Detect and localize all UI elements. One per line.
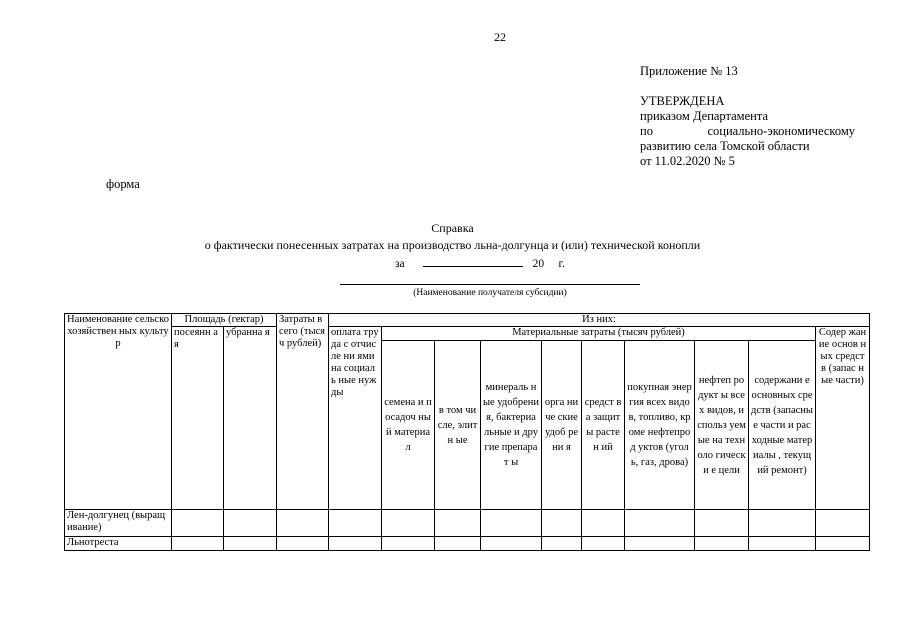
header-of-which: Из них: bbox=[329, 314, 870, 327]
row-crop: Лен-долгунец (выращивание) bbox=[65, 510, 172, 537]
appendix-number: Приложение № 13 bbox=[640, 64, 738, 78]
table-cell[interactable] bbox=[435, 537, 481, 551]
header-energy: покупная энергия всех видов, топливо, кроме нефтепрод уктов (уголь, газ, дрова) bbox=[625, 341, 695, 510]
approval-line-2-a: по bbox=[640, 124, 653, 138]
header-seeds: семена и посадоч ный материа л bbox=[382, 341, 435, 510]
form-label: форма bbox=[106, 177, 140, 191]
header-plant-protection: средст ва защит ы растен ий bbox=[582, 341, 625, 510]
table-cell[interactable] bbox=[625, 510, 695, 537]
table-cell[interactable] bbox=[329, 537, 382, 551]
header-fertilizers: минераль ные удобрени я, бактериа льные и другие препарат ы bbox=[481, 341, 542, 510]
period-blank[interactable] bbox=[423, 256, 523, 267]
header-row-1 bbox=[65, 314, 870, 327]
table-cell[interactable] bbox=[382, 510, 435, 537]
header-area-harvested: убранна я bbox=[224, 327, 277, 510]
page-number: 22 bbox=[494, 30, 506, 44]
period-za: за bbox=[395, 258, 405, 270]
table-cell[interactable] bbox=[542, 537, 582, 551]
header-labor: оплата труда с отчисле ни ями на социаль ные нужды bbox=[329, 327, 382, 510]
header-maintenance: Содер жание основ ных средст в (запас ные части) bbox=[816, 327, 870, 510]
approval-line-1: приказом Департамента bbox=[640, 109, 768, 123]
table-cell[interactable] bbox=[582, 510, 625, 537]
approval-line-2 bbox=[640, 124, 855, 139]
table-cell[interactable] bbox=[542, 510, 582, 537]
header-fixed-assets: содержани е основных средств (запасные части и расходные материалы , текущий ремонт) bbox=[749, 341, 816, 510]
table-cell[interactable] bbox=[625, 537, 695, 551]
table-cell[interactable] bbox=[749, 510, 816, 537]
table-cell[interactable] bbox=[816, 510, 870, 537]
header-crop: Наименование сельскохозяйствен ных культур bbox=[65, 314, 172, 510]
approval-line-2-b: социально-экономическому bbox=[707, 124, 855, 138]
table-cell[interactable] bbox=[695, 510, 749, 537]
table-cell[interactable] bbox=[695, 537, 749, 551]
approval-line-4: от 11.02.2020 № 5 bbox=[640, 154, 735, 168]
row-crop: Льнотреста bbox=[65, 537, 172, 551]
table-cell[interactable] bbox=[172, 537, 224, 551]
header-row-2 bbox=[65, 327, 870, 341]
costs-table bbox=[64, 313, 870, 551]
header-organic: орга ниче ские удоб рени я bbox=[542, 341, 582, 510]
table-cell[interactable] bbox=[172, 510, 224, 537]
table-cell[interactable] bbox=[224, 537, 277, 551]
approval-line-3: развитию села Томской области bbox=[640, 139, 810, 153]
table-cell[interactable] bbox=[277, 537, 329, 551]
header-incl-elite: в том числе, элитн ые bbox=[435, 341, 481, 510]
document-subtitle: о фактически понесенных затратах на производство льна-долгунца и (или) технической конопли bbox=[204, 238, 701, 252]
header-area-sown: посеянн ая bbox=[172, 327, 224, 510]
table-cell[interactable] bbox=[749, 537, 816, 551]
recipient-field-line[interactable] bbox=[340, 284, 640, 285]
period-line bbox=[395, 256, 565, 270]
spacer bbox=[640, 79, 855, 94]
approved-label: УТВЕРЖДЕНА bbox=[640, 94, 725, 108]
table-cell[interactable] bbox=[481, 537, 542, 551]
header-area: Площадь (гектар) bbox=[172, 314, 277, 327]
table-cell[interactable] bbox=[481, 510, 542, 537]
table-cell[interactable] bbox=[382, 537, 435, 551]
table-row bbox=[65, 510, 870, 537]
recipient-caption: (Наименование получателя субсидии) bbox=[413, 288, 567, 298]
document-title: Справка bbox=[431, 221, 474, 235]
header-material: Материальные затраты (тысяч рублей) bbox=[382, 327, 816, 341]
header-petroleum: нефтеп родукт ы всех видов, использ уемые на техноло гически е цели bbox=[695, 341, 749, 510]
table-cell[interactable] bbox=[582, 537, 625, 551]
period-year-suffix: г. bbox=[558, 258, 565, 270]
approval-stamp bbox=[640, 64, 855, 169]
period-year-prefix: 20 bbox=[532, 258, 545, 270]
table-cell[interactable] bbox=[816, 537, 870, 551]
table-cell[interactable] bbox=[277, 510, 329, 537]
table-cell[interactable] bbox=[329, 510, 382, 537]
table-cell[interactable] bbox=[435, 510, 481, 537]
table-row bbox=[65, 537, 870, 551]
table-cell[interactable] bbox=[224, 510, 277, 537]
header-costs-total: Затраты всего (тысяч рублей) bbox=[277, 314, 329, 510]
